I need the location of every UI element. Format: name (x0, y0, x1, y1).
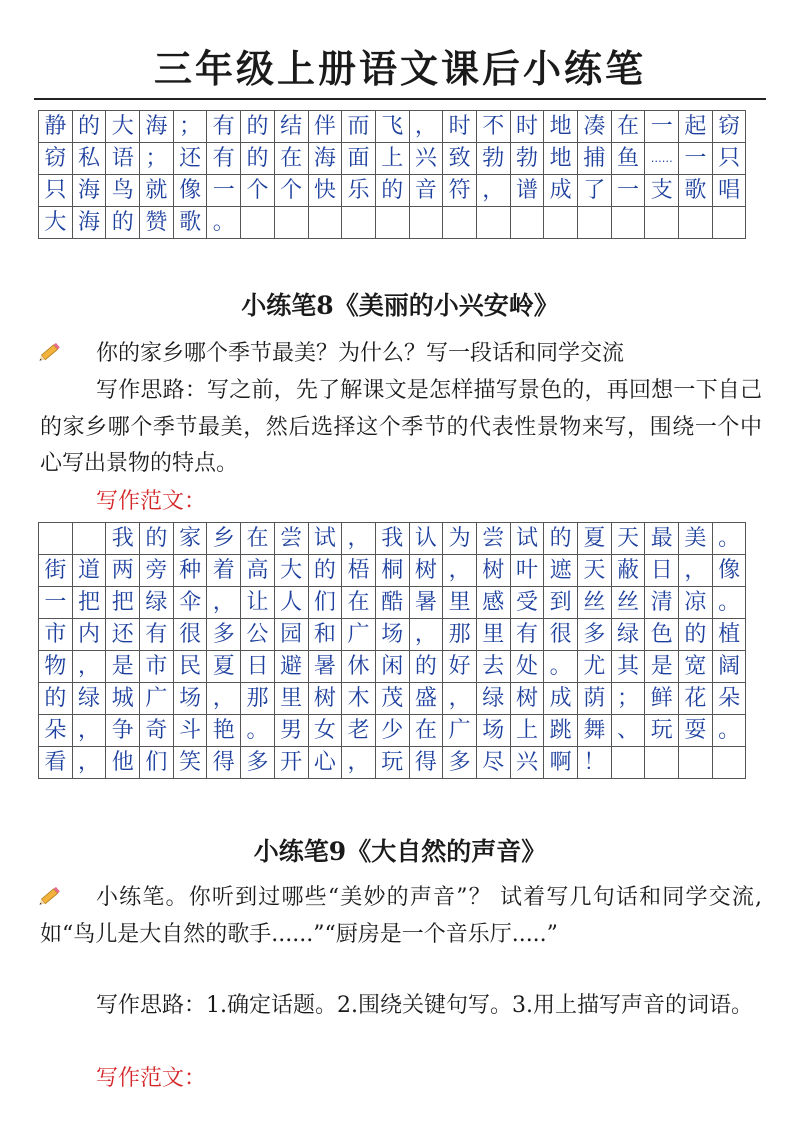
grid-cell: 的 (679, 619, 713, 651)
grid-cell: 们 (308, 587, 342, 619)
grid-cell: 木 (342, 683, 376, 715)
grid-cell (645, 207, 679, 239)
grid-cell: 朵 (39, 715, 73, 747)
section9-writing-idea: 写作思路：1.确定话题。2.围绕关键句写。3.用上描写声音的词语。 (96, 993, 753, 1018)
grid-cell: 的 (375, 175, 409, 207)
grid-cell: 耍 (679, 715, 713, 747)
grid-cell: ； (611, 683, 645, 715)
grid-cell: 美 (679, 523, 713, 555)
grid-cell: 艳 (207, 715, 241, 747)
grid-cell: 成 (544, 683, 578, 715)
grid-cell: 绿 (140, 587, 174, 619)
grid-cell: 城 (106, 683, 140, 715)
grid-cell: 一 (679, 143, 713, 175)
grid-cell: 场 (476, 715, 510, 747)
grid-cell: 两 (106, 555, 140, 587)
grid-cell: 绿 (476, 683, 510, 715)
grid-cell: 公 (241, 619, 275, 651)
grid-cell: 玩 (375, 747, 409, 779)
grid-cell: 个 (241, 175, 275, 207)
section8-prompt: 你的家乡哪个季节最美？为什么？写一段话和同学交流 (96, 341, 625, 366)
grid-cell: 赞 (140, 207, 174, 239)
grid-cell: 有 (207, 111, 241, 143)
grid-cell: 啊 (544, 747, 578, 779)
grid-cell: 乐 (342, 175, 376, 207)
grid-cell: ， (207, 683, 241, 715)
grid-cell: 还 (106, 619, 140, 651)
grid-cell: 朵 (712, 683, 746, 715)
grid-cell: ， (342, 523, 376, 555)
grid-cell (375, 207, 409, 239)
grid-cell: 老 (342, 715, 376, 747)
grid-cell: 着 (207, 555, 241, 587)
grid-cell: 暑 (409, 587, 443, 619)
grid-cell: 看 (39, 747, 73, 779)
grid-cell: 感 (476, 587, 510, 619)
grid-cell: 捕 (578, 143, 612, 175)
grid-cell: 乡 (207, 523, 241, 555)
grid-cell: 飞 (375, 111, 409, 143)
grid-cell: 地 (544, 111, 578, 143)
grid-cell: 像 (173, 175, 207, 207)
grid-cell: 阔 (712, 651, 746, 683)
grid-cell: 里 (476, 619, 510, 651)
grid-cell: 心 (308, 747, 342, 779)
title-divider (34, 98, 766, 100)
grid-cell: 凑 (578, 111, 612, 143)
grid-cell: 人 (274, 587, 308, 619)
grid-cell: 而 (342, 111, 376, 143)
grid-cell: 植 (712, 619, 746, 651)
grid-cell: 上 (510, 715, 544, 747)
grid-cell: ， (443, 683, 477, 715)
grid-cell: 语 (106, 143, 140, 175)
grid-cell (578, 207, 612, 239)
grid-cell: 勃 (510, 143, 544, 175)
grid-cell: 蔽 (611, 555, 645, 587)
grid-cell: 面 (342, 143, 376, 175)
grid-cell: 丝 (578, 587, 612, 619)
grid-cell: 有 (140, 619, 174, 651)
grid-cell: 一 (645, 111, 679, 143)
grid-cell: 为 (443, 523, 477, 555)
grid-cell: 。 (207, 207, 241, 239)
grid-cell: ； (140, 143, 174, 175)
grid-cell: 市 (39, 619, 73, 651)
grid-cell: 女 (308, 715, 342, 747)
grid-cell: 。 (712, 587, 746, 619)
grid-cell: 们 (140, 747, 174, 779)
grid-cell: 海 (140, 111, 174, 143)
grid-cell: 的 (72, 111, 106, 143)
grid-cell: 伞 (173, 587, 207, 619)
grid-cell (241, 207, 275, 239)
grid-cell: ， (342, 747, 376, 779)
page-title: 三年级上册语文课后小练笔 (153, 46, 646, 91)
grid-cell: ， (679, 555, 713, 587)
grid-cell (476, 207, 510, 239)
grid-cell: 。 (241, 715, 275, 747)
grid-cell: 起 (679, 111, 713, 143)
grid-cell: 家 (173, 523, 207, 555)
grid-cell: 那 (443, 619, 477, 651)
grid-cell: 海 (308, 143, 342, 175)
grid-cell: 避 (274, 651, 308, 683)
grid-cell: 。 (712, 523, 746, 555)
grid-cell: 时 (443, 111, 477, 143)
grid-cell: 广 (342, 619, 376, 651)
grid-cell: 尝 (476, 523, 510, 555)
grid-cell: 多 (578, 619, 612, 651)
grid-cell: 休 (342, 651, 376, 683)
grid-cell: ， (443, 555, 477, 587)
grid-cell: 海 (72, 207, 106, 239)
grid-cell: 窃 (39, 143, 73, 175)
grid-cell (712, 207, 746, 239)
grid-cell: 日 (241, 651, 275, 683)
grid-cell: 暑 (308, 651, 342, 683)
grid-cell: 一 (611, 175, 645, 207)
grid-cell (679, 747, 713, 779)
grid-cell: ， (72, 651, 106, 683)
grid-cell: 了 (578, 175, 612, 207)
grid-cell: 日 (645, 555, 679, 587)
grid-cell: 得 (207, 747, 241, 779)
grid-cell: 宽 (679, 651, 713, 683)
grid-row (39, 143, 746, 175)
grid-cell: 花 (679, 683, 713, 715)
grid-cell: 市 (140, 651, 174, 683)
grid-cell: 音 (409, 175, 443, 207)
section8-sample-label: 写作范文： (96, 489, 207, 514)
section9-prompt: 小练笔。你听到过哪些“美妙的声音”？ 试着写几句话和同学交流,如“鸟儿是大自然的歌手......”“厨房是一个音乐厅.....” (40, 885, 762, 947)
section8-writing-idea: 写作思路：写之前，先了解课文是怎样描写景色的，再回想一下自己的家乡哪个季节最美，然后选择这个季节的代表性景物来写，围绕一个中心写出景物的特点。 (40, 378, 762, 476)
grid-cell: 鱼 (611, 143, 645, 175)
grid-cell: 快 (308, 175, 342, 207)
grid-cell: 争 (106, 715, 140, 747)
grid-cell: 处 (510, 651, 544, 683)
grid-cell: 色 (645, 619, 679, 651)
grid-cell: 酷 (375, 587, 409, 619)
section9-sample-label: 写作范文： (96, 1066, 207, 1091)
grid-cell (544, 207, 578, 239)
grid-cell: ； (173, 111, 207, 143)
grid-cell: 最 (645, 523, 679, 555)
grid-cell: 多 (241, 747, 275, 779)
grid-cell (72, 523, 106, 555)
grid-cell: 绿 (611, 619, 645, 651)
grid-cell: 就 (140, 175, 174, 207)
grid-cell: 兴 (510, 747, 544, 779)
grid-cell (712, 747, 746, 779)
grid-cell: 高 (241, 555, 275, 587)
grid-cell: 民 (173, 651, 207, 683)
grid-cell (409, 207, 443, 239)
grid-cell: 一 (207, 175, 241, 207)
grid-cell: 伴 (308, 111, 342, 143)
grid-cell: 丝 (611, 587, 645, 619)
grid-row (39, 175, 746, 207)
grid-cell: …… (645, 143, 679, 175)
grid-cell: 树 (308, 683, 342, 715)
grid-cell: 舞 (578, 715, 612, 747)
grid-cell: 凉 (679, 587, 713, 619)
grid-cell: 那 (241, 683, 275, 715)
writing-grid-continued (38, 110, 746, 239)
grid-cell: 时 (510, 111, 544, 143)
grid-cell: 还 (173, 143, 207, 175)
grid-cell: 奇 (140, 715, 174, 747)
section8-heading: 小练笔8《美丽的小兴安岭》 (241, 291, 559, 320)
grid-cell: 场 (173, 683, 207, 715)
grid-cell: 种 (173, 555, 207, 587)
grid-cell: 好 (443, 651, 477, 683)
grid-cell: ， (409, 111, 443, 143)
grid-cell (611, 207, 645, 239)
grid-cell: 大 (106, 111, 140, 143)
grid-cell: 的 (106, 207, 140, 239)
grid-cell (342, 207, 376, 239)
grid-cell: 绿 (72, 683, 106, 715)
grid-cell: 在 (342, 587, 376, 619)
grid-row (39, 683, 746, 715)
grid-cell: 歌 (173, 207, 207, 239)
grid-cell: 男 (274, 715, 308, 747)
grid-cell: 跳 (544, 715, 578, 747)
grid-cell (645, 747, 679, 779)
grid-cell: ！ (578, 747, 612, 779)
grid-cell: 树 (476, 555, 510, 587)
grid-cell: 广 (443, 715, 477, 747)
grid-cell: 园 (274, 619, 308, 651)
grid-cell: 盛 (409, 683, 443, 715)
grid-cell: 是 (106, 651, 140, 683)
grid-cell: 我 (375, 523, 409, 555)
grid-cell: 玩 (645, 715, 679, 747)
grid-cell: 里 (274, 683, 308, 715)
grid-row (39, 587, 746, 619)
grid-cell: 静 (39, 111, 73, 143)
grid-cell: 多 (207, 619, 241, 651)
grid-cell: 道 (72, 555, 106, 587)
grid-cell: 是 (645, 651, 679, 683)
grid-cell: 海 (72, 175, 106, 207)
grid-cell: ， (476, 175, 510, 207)
grid-cell: 的 (241, 111, 275, 143)
grid-cell: 谱 (510, 175, 544, 207)
grid-cell: 内 (72, 619, 106, 651)
grid-cell: ， (409, 619, 443, 651)
grid-cell: 和 (308, 619, 342, 651)
grid-cell: 只 (712, 143, 746, 175)
grid-row (39, 747, 746, 779)
grid-cell: 到 (544, 587, 578, 619)
grid-cell: 尽 (476, 747, 510, 779)
grid-cell: 在 (274, 143, 308, 175)
grid-cell: 物 (39, 651, 73, 683)
grid-cell (308, 207, 342, 239)
grid-cell: 夏 (578, 523, 612, 555)
grid-cell: 。 (712, 715, 746, 747)
grid-cell: 唱 (712, 175, 746, 207)
grid-cell: 有 (510, 619, 544, 651)
grid-cell: 尤 (578, 651, 612, 683)
grid-cell: 桐 (375, 555, 409, 587)
grid-cell: ， (72, 715, 106, 747)
section9-heading: 小练笔9《大自然的声音》 (253, 837, 547, 866)
grid-cell: 旁 (140, 555, 174, 587)
grid-cell: 街 (39, 555, 73, 587)
grid-cell: 梧 (342, 555, 376, 587)
grid-row (39, 111, 746, 143)
grid-cell: 成 (544, 175, 578, 207)
grid-cell: ， (72, 747, 106, 779)
grid-cell: 结 (274, 111, 308, 143)
grid-cell: 。 (544, 651, 578, 683)
grid-cell: 鲜 (645, 683, 679, 715)
grid-cell: 个 (274, 175, 308, 207)
grid-cell: 一 (39, 587, 73, 619)
grid-cell: 的 (409, 651, 443, 683)
grid-cell: 斗 (173, 715, 207, 747)
grid-cell: 广 (140, 683, 174, 715)
grid-cell: 很 (544, 619, 578, 651)
grid-cell (39, 523, 73, 555)
grid-cell: 在 (611, 111, 645, 143)
grid-cell: 勃 (476, 143, 510, 175)
grid-cell: 支 (645, 175, 679, 207)
grid-cell: 把 (106, 587, 140, 619)
grid-cell: 在 (409, 715, 443, 747)
grid-cell: ， (207, 587, 241, 619)
grid-cell: 树 (510, 683, 544, 715)
grid-cell: 大 (274, 555, 308, 587)
grid-cell (679, 207, 713, 239)
grid-cell: 闲 (375, 651, 409, 683)
grid-cell: 多 (443, 747, 477, 779)
grid-cell: 上 (375, 143, 409, 175)
grid-cell: 遮 (544, 555, 578, 587)
grid-row (39, 523, 746, 555)
grid-cell: 的 (39, 683, 73, 715)
grid-cell: 在 (241, 523, 275, 555)
grid-cell: 、 (611, 715, 645, 747)
grid-cell (443, 207, 477, 239)
grid-cell: 地 (544, 143, 578, 175)
grid-row (39, 651, 746, 683)
grid-cell: 的 (308, 555, 342, 587)
grid-cell: 符 (443, 175, 477, 207)
grid-cell: 少 (375, 715, 409, 747)
grid-cell: 里 (443, 587, 477, 619)
grid-cell: 兴 (409, 143, 443, 175)
grid-cell (510, 207, 544, 239)
grid-cell: 清 (645, 587, 679, 619)
grid-row (39, 555, 746, 587)
grid-cell: 其 (611, 651, 645, 683)
grid-cell: 很 (173, 619, 207, 651)
grid-cell: 场 (375, 619, 409, 651)
grid-cell: 私 (72, 143, 106, 175)
grid-cell: 树 (409, 555, 443, 587)
grid-row (39, 207, 746, 239)
grid-cell: 得 (409, 747, 443, 779)
grid-cell: 开 (274, 747, 308, 779)
grid-cell: 受 (510, 587, 544, 619)
grid-cell: 的 (544, 523, 578, 555)
grid-cell: 鸟 (106, 175, 140, 207)
grid-cell: 认 (409, 523, 443, 555)
grid-cell: 歌 (679, 175, 713, 207)
grid-cell (611, 747, 645, 779)
writing-grid-sample8 (38, 522, 746, 779)
grid-cell: 把 (72, 587, 106, 619)
grid-cell: 尝 (274, 523, 308, 555)
grid-cell: 大 (39, 207, 73, 239)
grid-cell: 像 (712, 555, 746, 587)
grid-cell: 他 (106, 747, 140, 779)
grid-cell: 不 (476, 111, 510, 143)
grid-cell: 天 (611, 523, 645, 555)
grid-cell: 的 (241, 143, 275, 175)
grid-cell: 试 (308, 523, 342, 555)
grid-cell: 荫 (578, 683, 612, 715)
grid-cell: 窃 (712, 111, 746, 143)
grid-cell: 的 (140, 523, 174, 555)
grid-cell: 我 (106, 523, 140, 555)
grid-cell: 有 (207, 143, 241, 175)
grid-cell (274, 207, 308, 239)
grid-cell: 天 (578, 555, 612, 587)
grid-cell: 让 (241, 587, 275, 619)
grid-cell: 只 (39, 175, 73, 207)
grid-cell: 致 (443, 143, 477, 175)
grid-cell: 叶 (510, 555, 544, 587)
grid-cell: 茂 (375, 683, 409, 715)
grid-row (39, 715, 746, 747)
grid-cell: 笑 (173, 747, 207, 779)
grid-cell: 夏 (207, 651, 241, 683)
grid-row (39, 619, 746, 651)
grid-cell: 试 (510, 523, 544, 555)
grid-cell: 去 (476, 651, 510, 683)
